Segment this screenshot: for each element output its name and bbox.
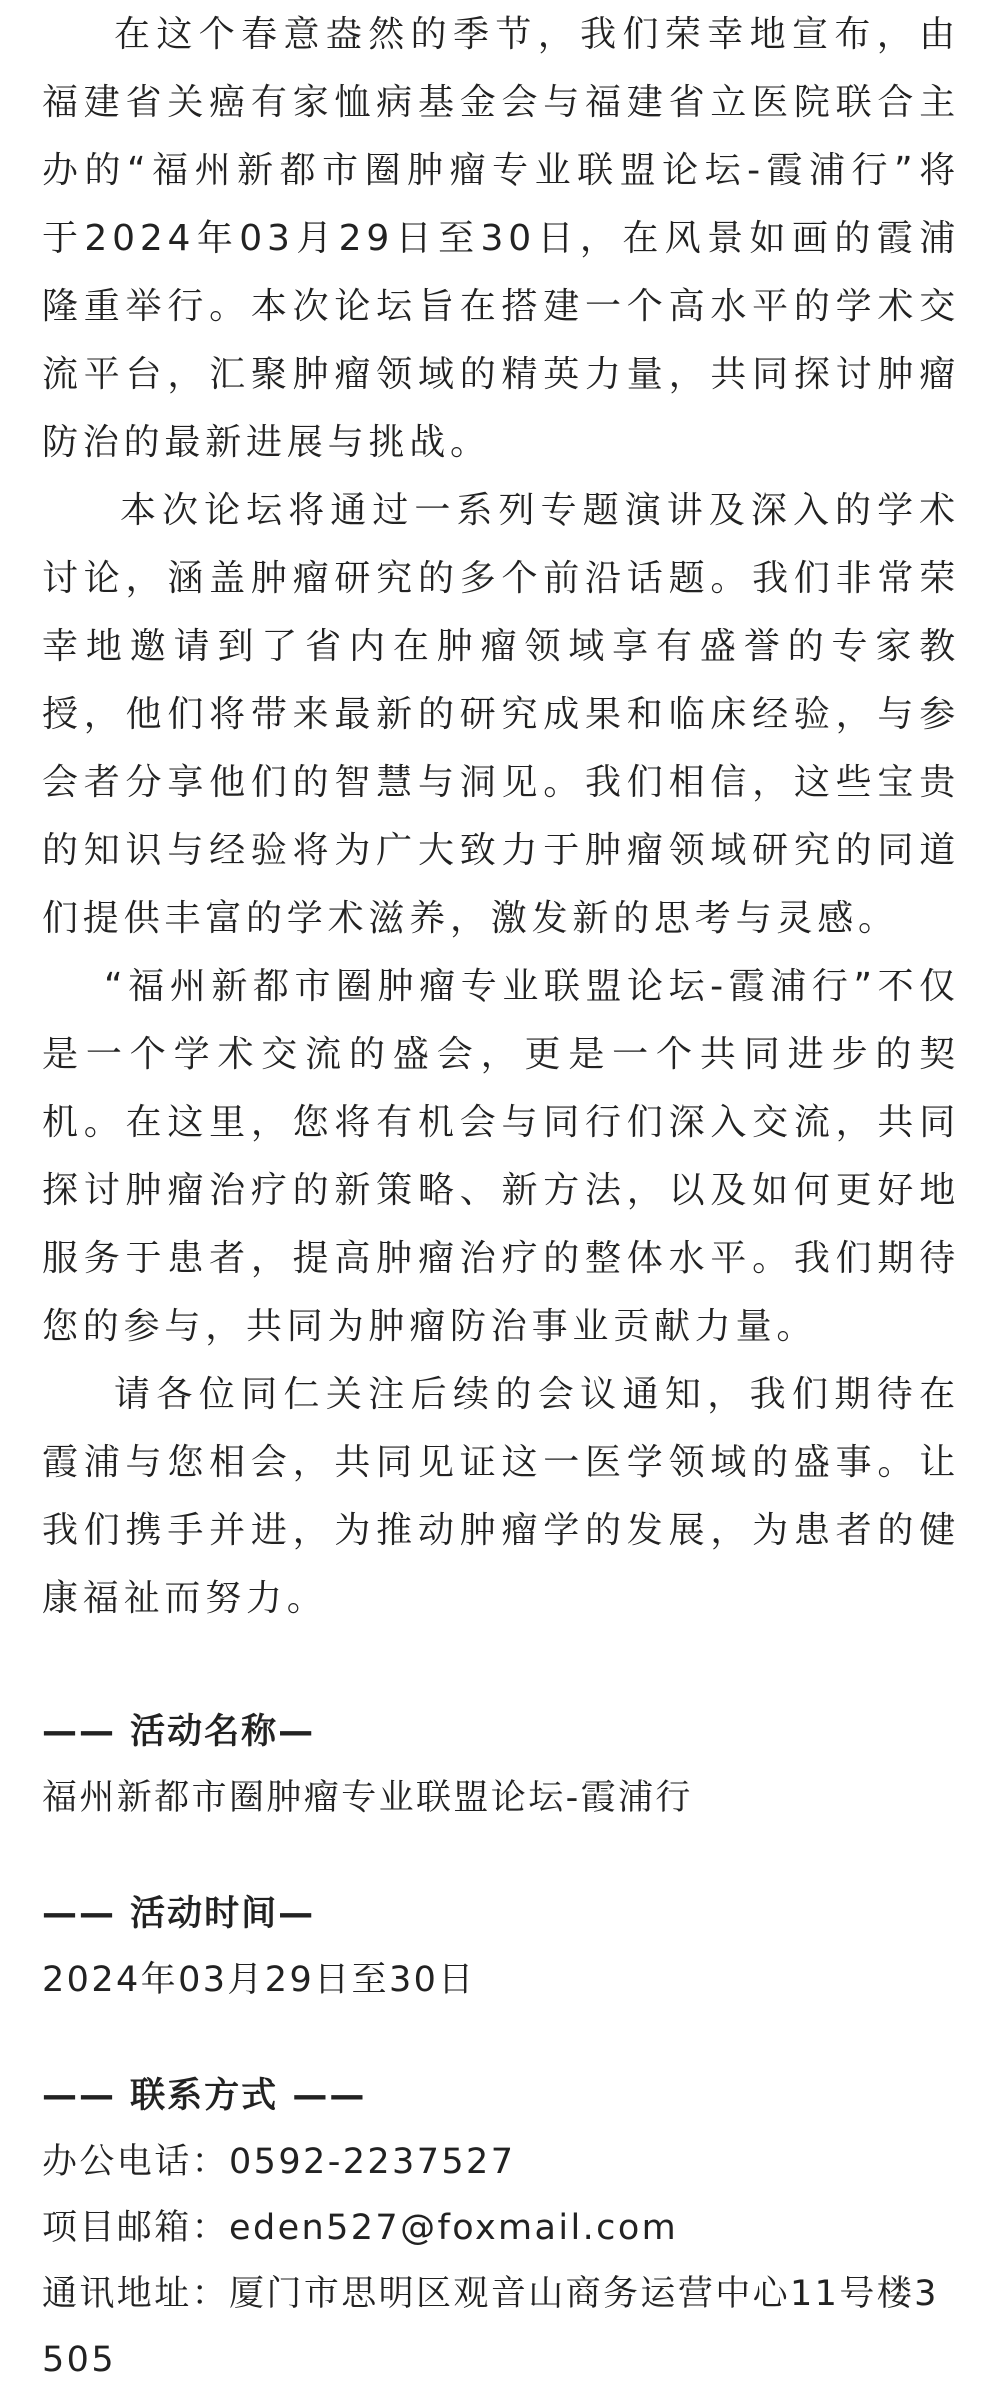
contact-address-line [42,2261,960,2393]
article-paragraph-2: 本次论坛将通过一系列专题演讲及深入的学术讨论，涵盖肿瘤研究的多个前沿话题。我们非常荣幸地邀请到了省内在肿瘤领域享有盛誉的专家教授，他们将带来最新的研究成果和临床经验，与参会者分享他们的智慧与洞见。我们相信，这些宝贵的知识与经验将为广大致力于肿瘤领域研究的同道们提供丰富的学术滋养，激发新的思考与灵感。 [42,490,960,939]
address-value: 厦门市思明区观音山商务运营中心11号楼3505 [42,2274,939,2380]
event-name-heading: —— 活动名称— [42,1712,316,1752]
address-label: 通讯地址： [42,2274,230,2314]
contact-email-line [42,2195,960,2261]
event-time-heading: —— 活动时间— [42,1894,316,1934]
email-label: 项目邮箱： [42,2208,230,2248]
event-time-value: 2024年03月29日至30日 [42,1960,476,2000]
phone-value: 0592-2237527 [229,2142,516,2182]
article-paragraph-1: 在这个春意盎然的季节，我们荣幸地宣布，由福建省关癌有家恤病基金会与福建省立医院联合主办的“福州新都市圈肿瘤专业联盟论坛-霞浦行”将于2024年03月29日至30日，在风景如画的霞浦隆重举行。本次论坛旨在搭建一个高水平的学术交流平台，汇聚肿瘤领域的精英力量，共同探讨肿瘤防治的最新进展与挑战。 [42,14,960,463]
article-paragraph-4: 请各位同仁关注后续的会议通知，我们期待在霞浦与您相会，共同见证这一医学领域的盛事。让我们携手并进，为推动肿瘤学的发展，为患者的健康福祉而努力。 [42,1374,960,1619]
event-name-section [42,1699,960,1831]
article-paragraph-3: “福州新都市圈肿瘤专业联盟论坛-霞浦行”不仅是一个学术交流的盛会，更是一个共同进步的契机。在这里，您将有机会与同行们深入交流，共同探讨肿瘤治疗的新策略、新方法，以及如何更好地服务于患者，提高肿瘤治疗的整体水平。我们期待您的参与，共同为肿瘤防治事业贡献力量。 [42,966,960,1347]
article-body [42,0,960,1633]
contact-heading: —— 联系方式 —— [42,2076,367,2116]
contact-phone-line [42,2129,960,2195]
event-time-section [42,1881,960,2013]
phone-label: 办公电话： [42,2142,230,2182]
contact-section [42,2063,960,2393]
event-name-value: 福州新都市圈肿瘤专业联盟论坛-霞浦行 [42,1778,693,1818]
email-value[interactable]: eden527@foxmail.com [229,2208,679,2248]
section-spacer [42,1633,960,1699]
